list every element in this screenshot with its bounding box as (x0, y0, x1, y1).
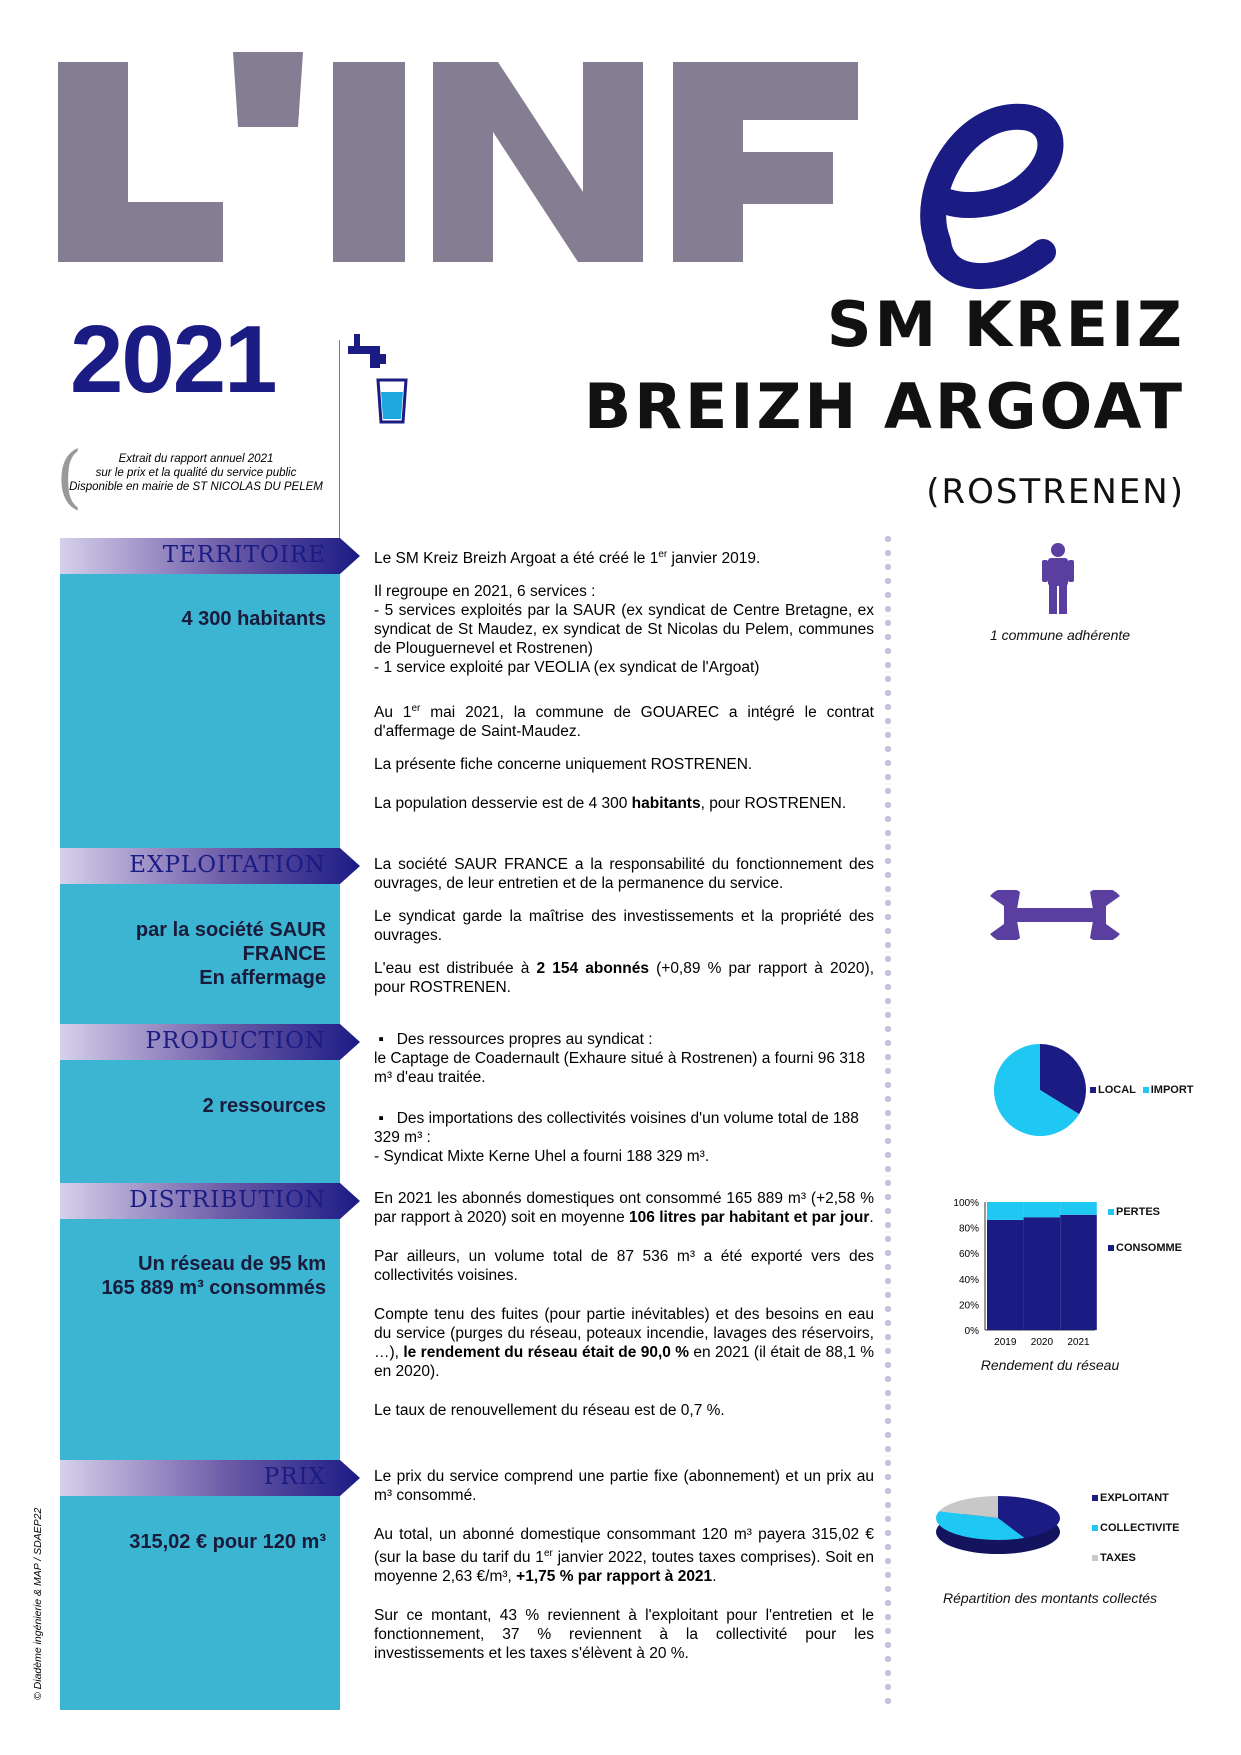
section-label: TERRITOIRE (162, 542, 326, 568)
title-line1: SM KREIZ (826, 288, 1185, 361)
y-tick-label: 40% (958, 1274, 979, 1286)
summary-text: par la société (135, 919, 270, 941)
extract-line1: Extrait du rapport annuel 2021 (118, 453, 274, 465)
repartition-caption: Répartition des montants collectés (943, 1590, 1157, 1606)
summary-prix: 315,02 € pour 120 m³ (129, 1531, 326, 1553)
extract-line2: sur le prix et la qualité du service public (95, 467, 297, 479)
summary-distribution (64, 1252, 326, 1300)
bar-legend-consomme (1108, 1242, 1182, 1254)
y-tick-label: 0% (964, 1326, 979, 1337)
pie2-legend (1092, 1483, 1179, 1573)
section-label: DISTRIBUTION (129, 1187, 326, 1213)
water-tap-icon (340, 330, 420, 430)
bracket-decoration: ( (56, 438, 83, 517)
summary-text: FRANCE (242, 943, 326, 965)
resources-pie-chart (990, 1040, 1090, 1140)
commune-caption: 1 commune adhérente (989, 627, 1131, 643)
extract-note (66, 452, 326, 494)
bar-pertes-2021 (1060, 1202, 1097, 1215)
body-prix: Le prix du service comprend une partie fixe (abonnement) et un prix au m³ consommé. Au total, un abonné domestique consommant 120 m³ payera 315,02 € (sur la base du tarif du 1er janvier 2022, toutes taxes comprises). Soit en moyenne 2,63 €/m³, +1,75 % par rapport à 2021. Sur ce montant, 43 % reviennent à l'exploitant pour l'entretien et le fonctionnement, 37 % reviennent à la collectivité pour les investissements et les taxes s'élèvent à 20 %. (374, 1468, 874, 1663)
legend-label: COLLECTIVITE (1100, 1522, 1180, 1534)
legend-label: EXPLOITANT (1100, 1492, 1169, 1504)
legend-label: PERTES (1116, 1206, 1161, 1218)
summary-text: En affermage (199, 967, 326, 989)
bar-consomme-2021 (1060, 1215, 1097, 1330)
y-tick-label: 20% (958, 1300, 979, 1312)
section-header-territoire (60, 538, 360, 574)
bar-pertes-2019 (987, 1202, 1024, 1220)
body-distribution: En 2021 les abonnés domestiques ont consommé 165 889 m³ (+2,58 % par rapport à 2020) soit en moyenne 106 litres par habitant et par jour. Par ailleurs, un volume total de 87 536 m³ a été exporté vers des collectivités voisines. Compte tenu des fuites (pour partie inévitables) et des besoins en eau du service (purges du réseau, poteaux incendie, lavages des réservoirs, …), le rendement du réseau était de 90,0 % en 2021 (il était de 88,1 % en 2020). Le taux de renouvellement du réseau est de 0,7 %. (374, 1190, 874, 1419)
legend-label: TAXES (1100, 1552, 1136, 1564)
body-production: ▪ Des ressources propres au syndicat : le Captage de Coadernault (Exhaure situé à Rostrenen) a fourni 96 318 m³ d'eau traitée. ▪ Des importations des collectivités voisines d'un volume total de 188 329 m³ : - Syndicat Mixte Kerne Uhel a fourni 188 329 m³. (374, 1031, 866, 1165)
bar-consomme-2019 (987, 1220, 1024, 1330)
section-label: PRODUCTION (145, 1028, 326, 1054)
summary-text: Un réseau de 95 km (138, 1253, 326, 1275)
body-exploitation: La société SAUR FRANCE a la responsabilité du fonctionnement des ouvrages, de leur entretien et de la permanence du service. Le syndicat garde la maîtrise des investissements et la propriété des ouvrages. L'eau est distribuée à 2 154 abonnés (+0,89 % par rapport à 2020), pour ROSTRENEN. (374, 856, 875, 996)
year-title: 2021 (70, 306, 276, 413)
legend-swatch (1108, 1209, 1114, 1215)
legend-swatch (1143, 1087, 1149, 1093)
copyright-note: © Diadème ingénierie & MAP / SDAEP22 (32, 1507, 44, 1700)
repartition-pie-chart (928, 1488, 1068, 1568)
title-subtitle: (ROSTRENEN) (926, 472, 1185, 512)
dotted-separator (885, 532, 891, 1712)
legend-label: IMPORT (1150, 1084, 1194, 1096)
legend-swatch (1090, 1087, 1096, 1093)
x-tick-label: 2019 (994, 1337, 1017, 1348)
summary-text: SAUR (269, 919, 326, 941)
legend-label: LOCAL (1098, 1084, 1136, 1096)
summary-text: 165 889 m³ consommés (101, 1277, 326, 1299)
section-header-distribution (60, 1183, 360, 1219)
section-label: PRIX (263, 1464, 326, 1490)
summary-production: 2 ressources (202, 1095, 326, 1117)
bar-consomme-2020 (1024, 1217, 1061, 1330)
body-territoire: Le SM Kreiz Breizh Argoat a été créé le 1er janvier 2019. Il regroupe en 2021, 6 services : - 5 services exploités par la SAUR (ex syndicat de Centre Bretagne, ex syndicat de St Maudez, ex syndicat de St Nicolas du Pelem, communes de Plouguernevel et Rostrenen) - 1 service exploité par VEOLIA (ex syndicat de l'Argoat) Au 1er mai 2021, la commune de GOUAREC a intégré le contrat d'affermage de Saint-Maudez. La présente fiche concerne uniquement ROSTRENEN. La population desservie est de 4 300 habitants, pour ROSTRENEN. (374, 549, 874, 813)
x-tick-label: 2020 (1030, 1337, 1054, 1348)
section-label: EXPLOITATION (129, 852, 326, 878)
summary-exploitation (64, 918, 326, 990)
legend-swatch (1092, 1495, 1098, 1501)
title-line2: BREIZH ARGOAT (584, 370, 1185, 443)
y-tick-label: 80% (958, 1223, 979, 1235)
legend-swatch (1092, 1525, 1098, 1531)
legend-swatch (1092, 1555, 1098, 1561)
section-header-production (60, 1024, 360, 1060)
section-header-prix (60, 1460, 360, 1496)
bar-legend-pertes (1108, 1206, 1160, 1218)
legend-swatch (1108, 1245, 1114, 1251)
legend-label: CONSOMME (1116, 1242, 1182, 1254)
rendement-caption: Rendement du réseau (980, 1357, 1120, 1373)
divider-line (339, 340, 340, 540)
section-header-exploitation (60, 848, 360, 884)
y-tick-label: 60% (958, 1249, 979, 1261)
pie1-legend (1090, 1084, 1194, 1096)
person-icon (1040, 542, 1076, 614)
y-tick-label: 100% (953, 1198, 979, 1209)
wrench-icon (990, 890, 1120, 940)
extract-line3: Disponible en mairie de ST NICOLAS DU PELEM (69, 481, 323, 493)
x-tick-label: 2021 (1067, 1337, 1090, 1348)
summary-territoire: 4 300 habitants (181, 608, 326, 630)
bar-pertes-2020 (1024, 1202, 1061, 1217)
masthead-logo (58, 52, 1188, 302)
